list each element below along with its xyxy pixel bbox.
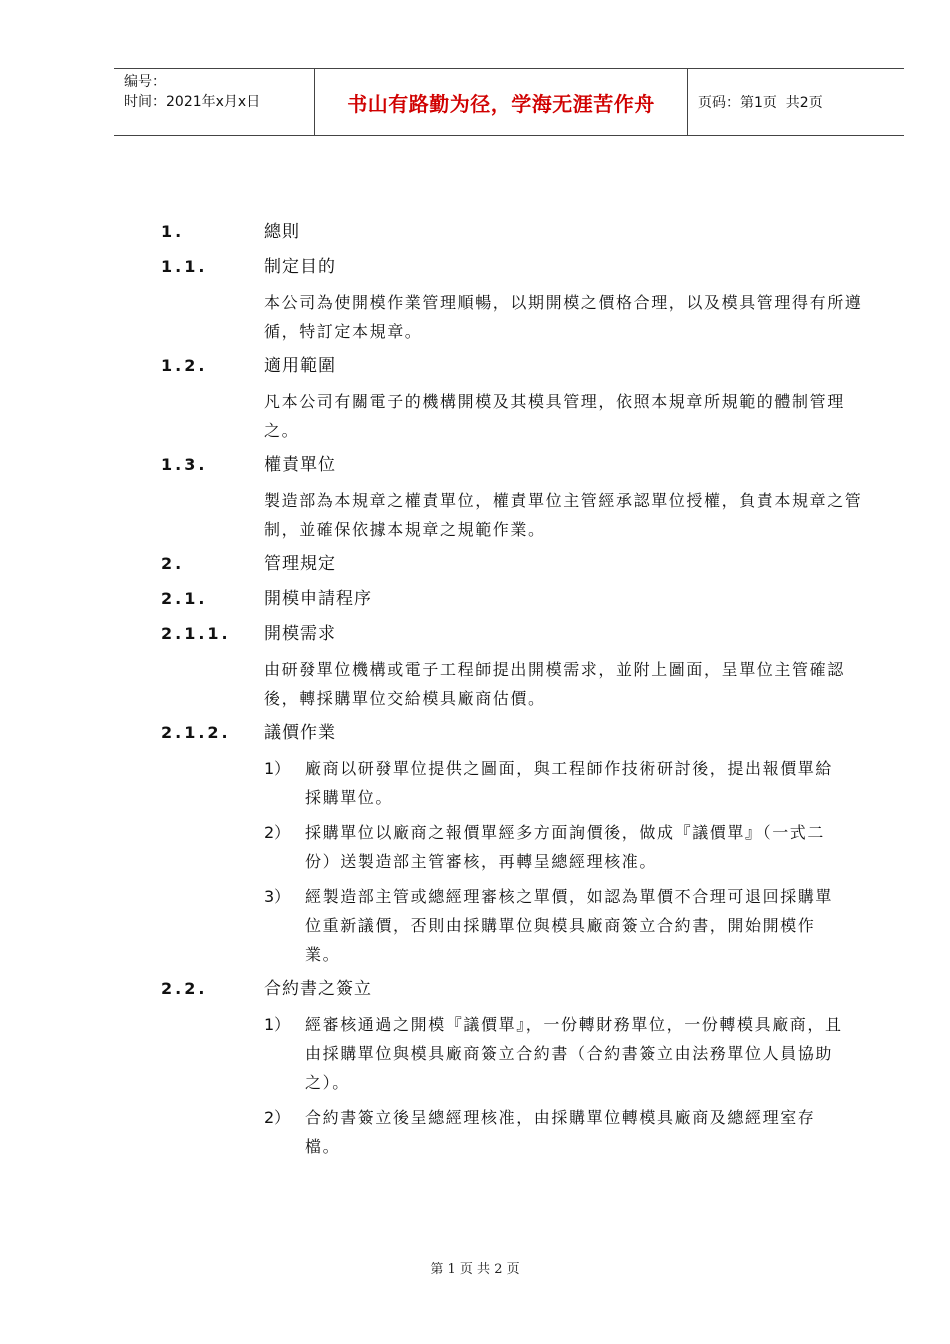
- section-title: 開模需求: [264, 624, 336, 644]
- section-paragraph: 由研發單位機構或電子工程師提出開模需求，並附上圖面，呈單位主管確認後，轉採購單位交給模具廠商估價。: [264, 660, 845, 708]
- section-paragraph: 製造部為本規章之權責單位，權責單位主管經承認單位授權，負責本規章之管制，並確保依據本規章之規範作業。: [264, 491, 863, 539]
- section-number: 1.: [161, 222, 185, 241]
- section-title: 適用範圍: [264, 356, 336, 376]
- section-number: 2.2.: [161, 979, 208, 998]
- header-table: [114, 68, 904, 136]
- page-info-text: 页码：第1页 共2页: [698, 95, 823, 111]
- section-title: 權責單位: [264, 455, 336, 475]
- section-title: 管理規定: [264, 554, 336, 574]
- section-number: 2.1.2.: [161, 723, 231, 742]
- list-item-number: 1）: [264, 1015, 291, 1034]
- section-paragraph: 本公司為使開模作業管理順暢，以期開模之價格合理，以及模具管理得有所遵循，特訂定本規章。: [264, 293, 863, 341]
- list-item: 廠商以研發單位提供之圖面，與工程師作技術研討後，提出報價單給採購單位。: [305, 759, 834, 807]
- footer-page-number: 第 1 页 共 2 页: [430, 1262, 520, 1277]
- list-item: 經製造部主管或總經理審核之單價，如認為單價不合理可退回採購單位重新議價，否則由採購單位與模具廠商簽立合約書，開始開模作業。: [305, 887, 834, 964]
- section-number: 1.2.: [161, 356, 208, 375]
- page-footer: [0, 1258, 950, 1277]
- section-title: 制定目的: [264, 257, 336, 277]
- section-paragraph: 凡本公司有關電子的機構開模及其模具管理，依照本規章所規範的體制管理之。: [264, 392, 845, 440]
- section-title: 合約書之簽立: [264, 979, 372, 999]
- section-number: 1.1.: [161, 257, 208, 276]
- document-number-label: 编号：: [124, 74, 166, 90]
- section-number: 2.: [161, 554, 185, 573]
- section-number: 2.1.1.: [161, 624, 231, 643]
- section-number: 2.1.: [161, 589, 208, 608]
- list-item: 合約書簽立後呈總經理核准，由採購單位轉模具廠商及總經理室存檔。: [305, 1108, 816, 1156]
- section-title: 議價作業: [264, 723, 336, 743]
- list-item-number: 2）: [264, 1108, 291, 1127]
- list-item: 採購單位以廠商之報價單經多方面詢價後，做成『議價單』（一式二份）送製造部主管審核，再轉呈總經理核准。: [305, 823, 826, 871]
- section-number: 1.3.: [161, 455, 208, 474]
- header-meta: [114, 69, 315, 135]
- list-item-number: 2）: [264, 823, 291, 842]
- section-title: 開模申請程序: [264, 589, 372, 609]
- list-item-number: 3）: [264, 887, 291, 906]
- document-date: 时间：2021年x月x日: [124, 94, 261, 110]
- list-item-number: 1）: [264, 759, 291, 778]
- section-title: 總則: [264, 222, 300, 242]
- header-motto: 书山有路勤为径，学海无涯苦作舟: [315, 69, 688, 135]
- list-item: 經審核通過之開模『議價單』，一份轉財務單位，一份轉模具廠商，且由採購單位與模具廠商簽立合約書（合約書簽立由法務單位人員協助之）。: [305, 1015, 843, 1092]
- header-page-info: [688, 69, 904, 135]
